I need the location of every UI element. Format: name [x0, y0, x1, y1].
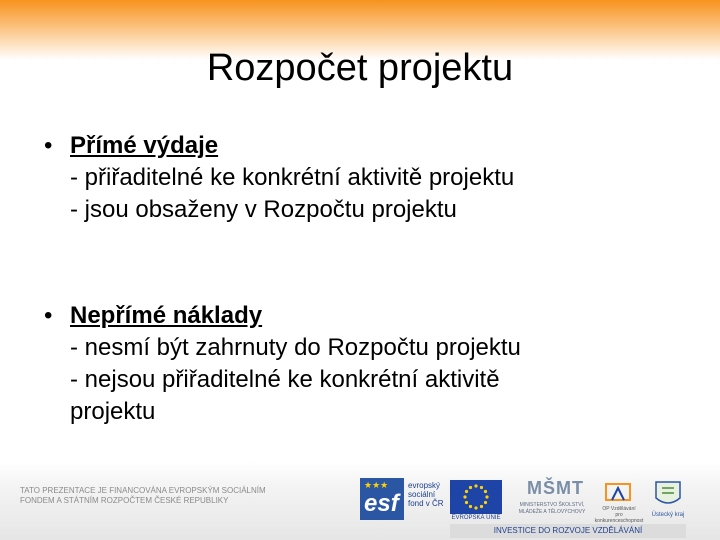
msmt-logo-caption — [515, 502, 589, 516]
msmt-logo — [515, 478, 589, 522]
eu-flag-icon — [450, 480, 502, 514]
investment-slogan: INVESTICE DO ROZVOJE VZDĚLÁVÁNÍ — [493, 526, 643, 535]
esf-logo-letters: esf — [364, 490, 399, 517]
usti-region-caption: Ústecký kraj — [651, 512, 685, 518]
usti-region-logo — [650, 478, 686, 522]
esf-logo-caption — [408, 481, 444, 508]
bullet-body — [70, 130, 684, 226]
funding-statement-line: TATO PREZENTACE JE FINANCOVÁNA EVROPSKÝM SOCIÁLNÍM — [20, 486, 266, 495]
bullet-line: projektu — [70, 398, 156, 425]
bullet-indirect-costs — [44, 300, 684, 428]
bullet-line: - jsou obsaženy v Rozpočtu projektu — [70, 196, 457, 223]
esf-caption-line: evropský — [408, 481, 441, 490]
bullet-line: - nejsou přiřaditelné ke konkrétní aktivitě — [70, 366, 500, 393]
msmt-logo-mark: MŠMT — [527, 478, 584, 498]
msmt-caption-line: MINISTERSTVO ŠKOLSTVÍ, — [519, 502, 585, 508]
op-caption-line: pro konkurenceschopnost — [594, 512, 644, 524]
funding-statement — [20, 486, 320, 506]
bullet-body — [70, 300, 684, 428]
op-vk-logo — [594, 480, 644, 522]
op-caption-line: OP Vzdělávání — [602, 506, 636, 512]
bullet-heading: Nepřímé náklady — [70, 302, 263, 329]
bullet-direct-expenses — [44, 130, 684, 226]
esf-caption-line: sociální — [408, 490, 436, 499]
bullet-marker: • — [44, 302, 53, 329]
bullet-heading: Přímé výdaje — [70, 132, 219, 159]
bullet-line: - nesmí být zahrnuty do Rozpočtu projektu — [70, 334, 521, 361]
esf-stars-icon: ★★★ — [364, 480, 389, 490]
bullet-line: - přiřaditelné ke konkrétní aktivitě projektu — [70, 164, 515, 191]
bullet-marker: • — [44, 132, 53, 159]
esf-caption-line: fond v ČR — [408, 499, 444, 508]
funding-statement-line: FONDEM A STÁTNÍM ROZPOČTEM ČESKÉ REPUBLIKY — [20, 496, 229, 505]
op-vk-logo-caption — [594, 506, 644, 524]
msmt-caption-line: MLÁDEŽE A TĚLOVÝCHOVY — [518, 509, 586, 515]
op-vk-emblem-icon — [594, 480, 644, 506]
slide-title: Rozpočet projektu — [206, 47, 514, 89]
eu-logo-caption: EVROPSKÁ UNIE — [451, 515, 501, 521]
esf-logo — [360, 478, 444, 520]
esf-logo-mark — [360, 478, 404, 520]
usti-region-emblem-icon — [650, 478, 686, 510]
eu-logo — [450, 480, 502, 522]
